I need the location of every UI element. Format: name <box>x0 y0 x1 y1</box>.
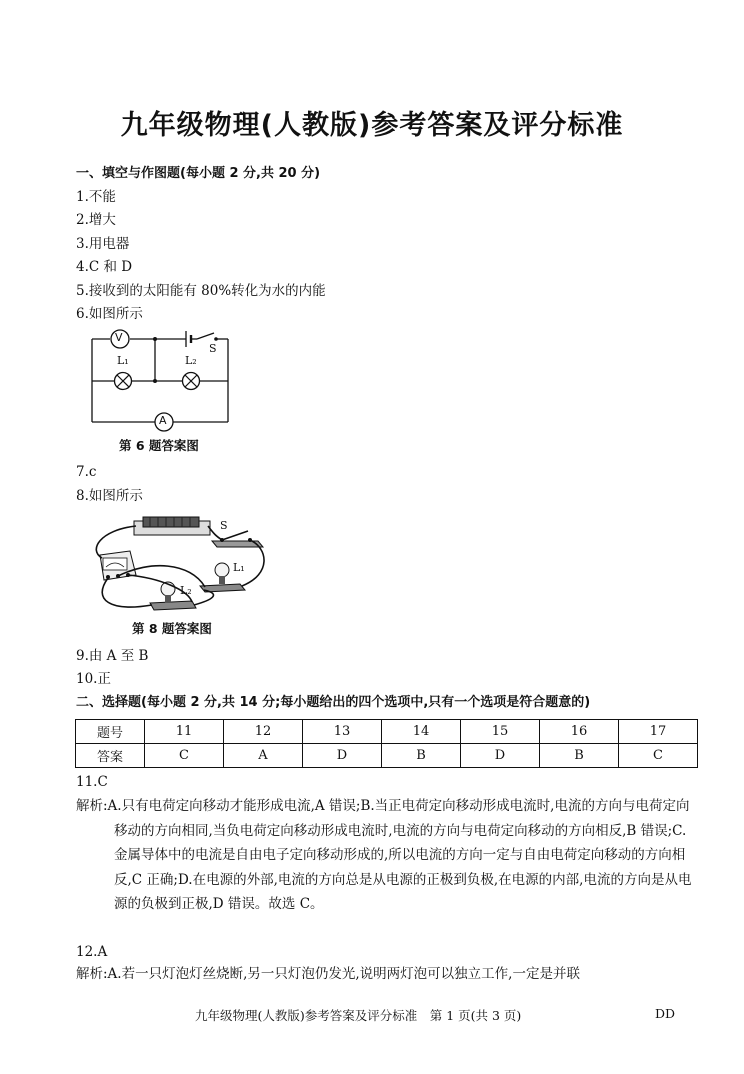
answer-item-3: 3.用电器 <box>76 236 130 252</box>
answer-item-7: 7.c <box>76 464 97 480</box>
page-title: 九年级物理(人教版)参考答案及评分标准 <box>120 110 624 141</box>
question-number-cell: 15 <box>461 720 540 744</box>
question-number-cell: 12 <box>224 720 303 744</box>
q12-analysis-text: 解析:A.若一只灯泡灯丝烧断,另一只灯泡仍发光,说明两灯泡可以独立工作,一定是并联 <box>76 966 580 982</box>
ammeter-label: A <box>159 414 167 427</box>
section1-heading: 一、填空与作图题(每小题 2 分,共 20 分) <box>76 166 321 181</box>
answer-item-8: 8.如图所示 <box>76 488 143 504</box>
fig8-lamp-l2-label: L₂ <box>180 584 192 597</box>
table-header-cell: 题号 <box>76 720 145 744</box>
table-row <box>76 744 698 768</box>
answer-cell: D <box>461 744 540 768</box>
q11-analysis <box>76 794 699 917</box>
table-row <box>76 720 698 744</box>
switch-label: S <box>209 342 217 355</box>
answer-item-9: 9.由 A 至 B <box>76 648 149 664</box>
q12-analysis <box>76 962 699 987</box>
q12-title: 12.A <box>76 944 108 960</box>
question-number-cell: 11 <box>145 720 224 744</box>
answer-cell: B <box>382 744 461 768</box>
lamp-l1-label: L₁ <box>117 354 129 367</box>
answer-cell: D <box>303 744 382 768</box>
answer-item-5: 5.接收到的太阳能有 80%转化为水的内能 <box>76 283 326 299</box>
answer-table <box>75 719 698 768</box>
table-header-cell: 答案 <box>76 744 145 768</box>
footer-code: DD <box>655 1006 676 1021</box>
footer-text: 九年级物理(人教版)参考答案及评分标准 第 1 页(共 3 页) <box>195 1008 522 1023</box>
answer-item-2: 2.增大 <box>76 212 116 228</box>
lamp-l2-label: L₂ <box>185 354 197 367</box>
question-number-cell: 17 <box>619 720 698 744</box>
section2-heading: 二、选择题(每小题 2 分,共 14 分;每小题给出的四个选项中,只有一个选项是符合题意的) <box>76 695 591 710</box>
voltmeter-label: V <box>115 331 123 344</box>
answer-item-1: 1.不能 <box>76 189 116 205</box>
q11-title: 11.C <box>76 774 108 790</box>
fig8-lamp-l1-label: L₁ <box>233 561 245 574</box>
fig8-switch-label: S <box>220 519 228 532</box>
battery-pack-icon <box>134 517 210 535</box>
answer-item-4: 4.C 和 D <box>76 259 133 275</box>
fig6-caption: 第 6 题答案图 <box>119 438 199 453</box>
fig8-caption: 第 8 题答案图 <box>132 621 212 636</box>
q11-analysis-text: 解析:A.只有电荷定向移动才能形成电流,A 错误;B.当正电荷定向移动形成电流时,电流的方向与电荷定向移动的方向相同,当负电荷定向移动形成电流时,电流的方向与电荷定向移动的方向相反,B 错误;C.金属导体中的电流是自由电子定向移动形成的,所以电流的方向一定与自由电荷定向移动的方向相反,C 正确;D.在电源的外部,电流的方向总是从电源的正极到负极,在电源的内部,电流的方向是从电源的负极到正极,D 错误。故选 C。 <box>76 798 692 912</box>
answer-cell: C <box>145 744 224 768</box>
answer-cell: B <box>540 744 619 768</box>
question-number-cell: 14 <box>382 720 461 744</box>
question-number-cell: 16 <box>540 720 619 744</box>
answer-cell: C <box>619 744 698 768</box>
answer-cell: A <box>224 744 303 768</box>
question-number-cell: 13 <box>303 720 382 744</box>
answer-item-6: 6.如图所示 <box>76 306 143 322</box>
answer-item-10: 10.正 <box>76 671 111 687</box>
